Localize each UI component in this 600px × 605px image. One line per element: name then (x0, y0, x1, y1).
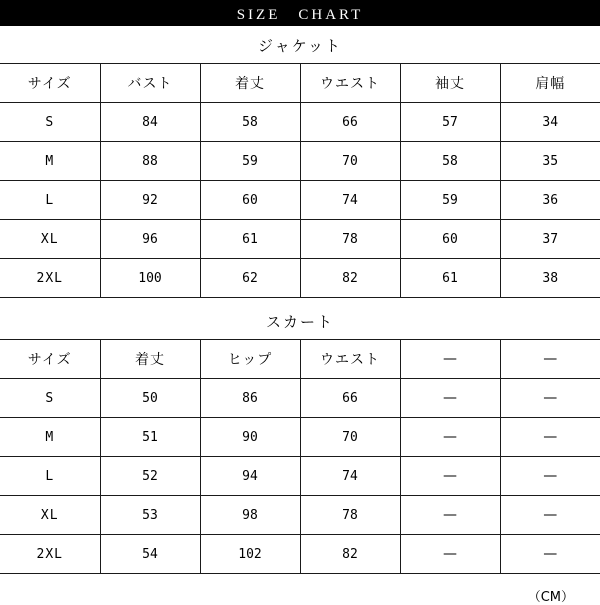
skirt-section (0, 302, 600, 574)
cell-shoulder: 34 (500, 103, 600, 142)
cell-hip: 90 (200, 418, 300, 457)
cell-length: 50 (100, 379, 200, 418)
cell-bust: 84 (100, 103, 200, 142)
cell-waist: 74 (300, 181, 400, 220)
column-header-sleeve: 袖丈 (400, 64, 500, 103)
column-header-hip: ヒップ (200, 340, 300, 379)
column-header-waist: ウエスト (300, 64, 400, 103)
cell-empty-1: — (400, 535, 500, 574)
cell-empty-2: — (500, 418, 600, 457)
table-row (0, 418, 600, 457)
cell-length: 60 (200, 181, 300, 220)
cell-hip: 86 (200, 379, 300, 418)
cell-waist: 70 (300, 142, 400, 181)
jacket-section (0, 26, 600, 298)
cell-length: 53 (100, 496, 200, 535)
cell-waist: 70 (300, 418, 400, 457)
table-row (0, 259, 600, 298)
table-header-row (0, 64, 600, 103)
cell-hip: 98 (200, 496, 300, 535)
cell-size: L (0, 457, 100, 496)
cell-sleeve: 61 (400, 259, 500, 298)
column-header-empty-1: — (400, 340, 500, 379)
cell-size: S (0, 379, 100, 418)
table-row (0, 379, 600, 418)
column-header-length: 着丈 (100, 340, 200, 379)
table-row (0, 103, 600, 142)
cell-waist: 74 (300, 457, 400, 496)
table-row (0, 535, 600, 574)
column-header-length: 着丈 (200, 64, 300, 103)
cell-size: 2XL (0, 535, 100, 574)
cell-sleeve: 59 (400, 181, 500, 220)
cell-empty-1: — (400, 457, 500, 496)
cell-empty-1: — (400, 496, 500, 535)
table-row (0, 496, 600, 535)
cell-length: 54 (100, 535, 200, 574)
cell-shoulder: 35 (500, 142, 600, 181)
cell-bust: 96 (100, 220, 200, 259)
column-header-empty-2: — (500, 340, 600, 379)
table-row (0, 142, 600, 181)
cell-size: S (0, 103, 100, 142)
cell-waist: 78 (300, 496, 400, 535)
cell-sleeve: 58 (400, 142, 500, 181)
cell-size: M (0, 142, 100, 181)
column-header-shoulder: 肩幅 (500, 64, 600, 103)
cell-shoulder: 37 (500, 220, 600, 259)
cell-size: 2XL (0, 259, 100, 298)
jacket-heading: ジャケット (258, 37, 342, 55)
cell-bust: 88 (100, 142, 200, 181)
column-header-waist: ウエスト (300, 340, 400, 379)
cell-waist: 78 (300, 220, 400, 259)
cell-size: XL (0, 220, 100, 259)
cell-hip: 102 (200, 535, 300, 574)
cell-bust: 92 (100, 181, 200, 220)
column-header-size: サイズ (0, 340, 100, 379)
cell-empty-2: — (500, 496, 600, 535)
cell-sleeve: 57 (400, 103, 500, 142)
jacket-size-table (0, 63, 600, 298)
cell-length: 58 (200, 103, 300, 142)
cell-length: 61 (200, 220, 300, 259)
cell-empty-2: — (500, 379, 600, 418)
table-row (0, 457, 600, 496)
cell-empty-1: — (400, 379, 500, 418)
page-title-bar (0, 0, 600, 26)
cell-empty-2: — (500, 457, 600, 496)
cell-empty-2: — (500, 535, 600, 574)
cell-size: M (0, 418, 100, 457)
cell-length: 51 (100, 418, 200, 457)
cell-length: 52 (100, 457, 200, 496)
table-row (0, 181, 600, 220)
cell-size: L (0, 181, 100, 220)
skirt-heading: スカート (265, 313, 334, 331)
cell-waist: 82 (300, 259, 400, 298)
page-title: SIZE CHART (236, 6, 364, 23)
cell-waist: 66 (300, 379, 400, 418)
cell-waist: 82 (300, 535, 400, 574)
cell-empty-1: — (400, 418, 500, 457)
cell-hip: 94 (200, 457, 300, 496)
cell-waist: 66 (300, 103, 400, 142)
cell-length: 62 (200, 259, 300, 298)
column-header-bust: バスト (100, 64, 200, 103)
cell-sleeve: 60 (400, 220, 500, 259)
cell-size: XL (0, 496, 100, 535)
column-header-size: サイズ (0, 64, 100, 103)
table-header-row (0, 340, 600, 379)
cell-length: 59 (200, 142, 300, 181)
unit-label: （CM） (527, 590, 574, 605)
cell-shoulder: 36 (500, 181, 600, 220)
skirt-size-table (0, 339, 600, 574)
cell-bust: 100 (100, 259, 200, 298)
table-row (0, 220, 600, 259)
cell-shoulder: 38 (500, 259, 600, 298)
